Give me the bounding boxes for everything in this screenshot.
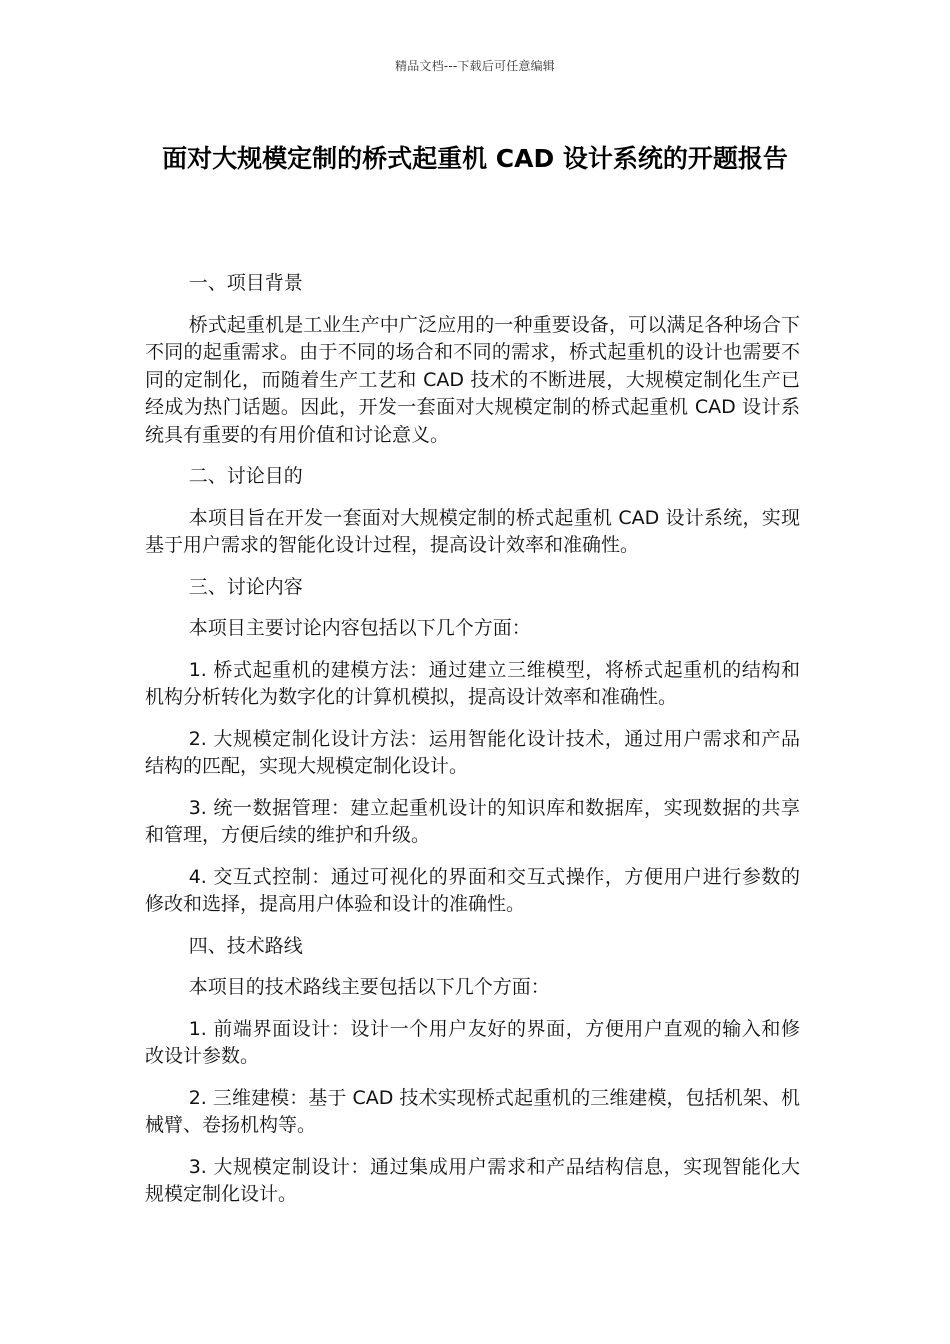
section-heading-purpose: 二、讨论目的 xyxy=(188,465,303,487)
page-header: 精品文档---下载后可任意编辑 xyxy=(395,59,555,73)
paragraph-content-intro: 本项目主要讨论内容包括以下几个方面： xyxy=(188,617,531,639)
section-heading-background: 一、项目背景 xyxy=(188,272,303,294)
list-item-content-1: 1. 桥式起重机的建模方法：通过建立三维模型，将桥式起重机的结构和机构分析转化为数字化的计算机模拟，提高设计效率和准确性。 xyxy=(145,658,800,708)
list-item-tech-route-1: 1. 前端界面设计：设计一个用户友好的界面，方便用户直观的输入和修改设计参数。 xyxy=(145,1017,800,1067)
list-item-content-2: 2. 大规模定制化设计方法：运用智能化设计技术，通过用户需求和产品结构的匹配，实现大规模定制化设计。 xyxy=(145,727,800,777)
document-body xyxy=(145,270,800,1223)
list-item-tech-route-2: 2. 三维建模：基于 CAD 技术实现桥式起重机的三维建模，包括机架、机械臂、卷扬机构等。 xyxy=(145,1086,800,1136)
list-item-tech-route-3: 3. 大规模定制设计：通过集成用户需求和产品结构信息，实现智能化大规模定制化设计。 xyxy=(145,1155,800,1205)
list-item-content-4: 4. 交互式控制：通过可视化的界面和交互式操作，方便用户进行参数的修改和选择，提高用户体验和设计的准确性。 xyxy=(145,865,800,915)
paragraph-background: 桥式起重机是工业生产中广泛应用的一种重要设备，可以满足各种场合下不同的起重需求。由于不同的场合和不同的需求，桥式起重机的设计也需要不同的定制化，而随着生产工艺和 CAD 技术的不断进展，大规模定制化生产已经成为热门话题。因此，开发一套面对大规模定制的桥式起重机 CAD 设计系统具有重要的有用价值和讨论意义。 xyxy=(145,313,800,446)
paragraph-tech-route-intro: 本项目的技术路线主要包括以下几个方面： xyxy=(188,976,550,998)
list-item-content-3: 3. 统一数据管理：建立起重机设计的知识库和数据库，实现数据的共享和管理，方便后续的维护和升级。 xyxy=(145,796,800,846)
section-heading-content: 三、讨论内容 xyxy=(188,575,303,598)
paragraph-purpose: 本项目旨在开发一套面对大规模定制的桥式起重机 CAD 设计系统，实现基于用户需求的智能化设计过程，提高设计效率和准确性。 xyxy=(145,506,800,556)
section-heading-tech-route: 四、技术路线 xyxy=(188,934,303,957)
document-title: 面对大规模定制的桥式起重机 CAD 设计系统的开题报告 xyxy=(162,144,788,173)
